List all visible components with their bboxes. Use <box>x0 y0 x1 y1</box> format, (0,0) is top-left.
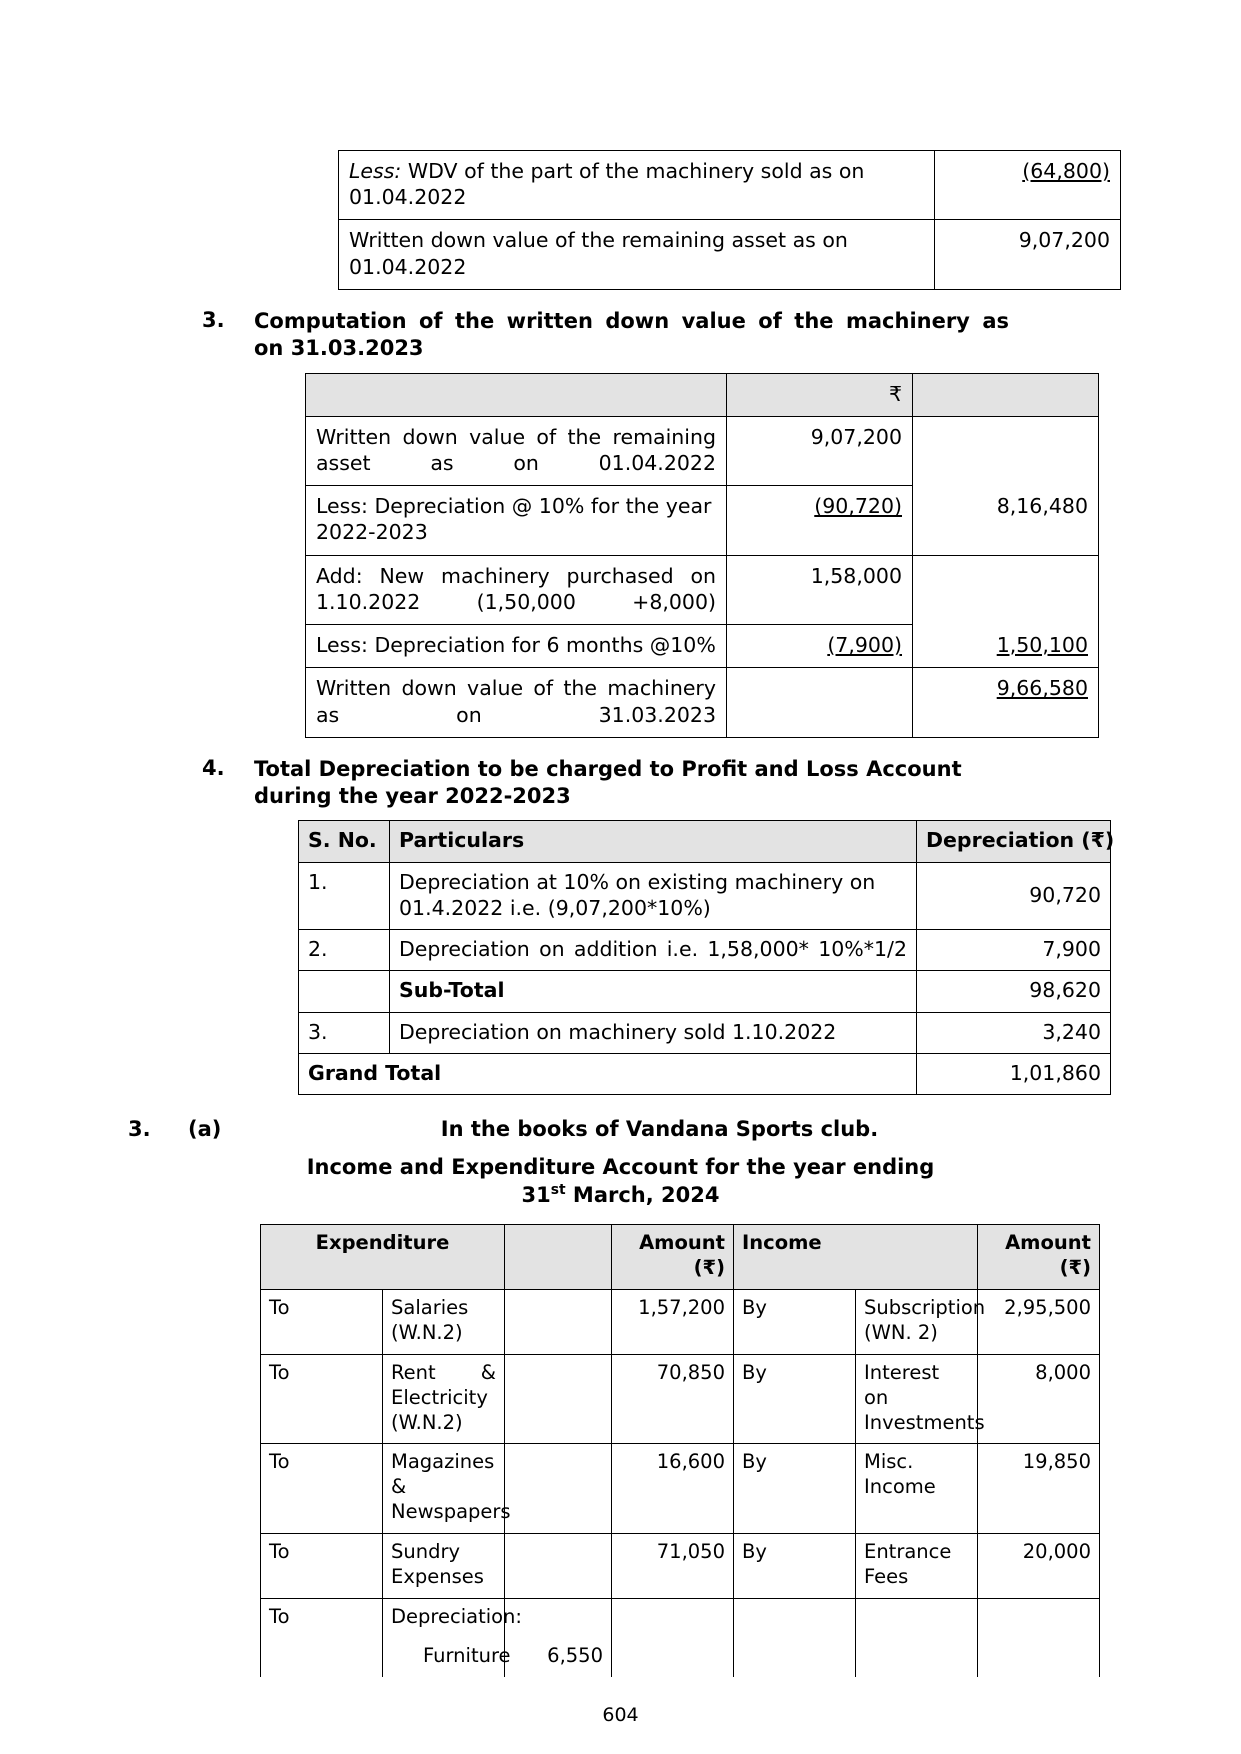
table-row <box>261 1534 1100 1599</box>
table-row <box>339 151 1121 220</box>
table-row <box>261 1599 1100 1638</box>
ie-header-amount-left-l1: Amount <box>639 1230 725 1254</box>
ie-row-3-exp-amount: 71,050 <box>612 1534 734 1599</box>
dep-row-3-particulars: Depreciation on machinery sold 1.10.2022 <box>390 1012 917 1053</box>
wdv-row-3-amt2: 1,50,100 <box>913 625 1099 668</box>
table-row <box>306 668 1099 737</box>
ie-row-1-exp-label-l2: (W.N.2) <box>391 1410 463 1434</box>
dep-header-depreciation: Depreciation (₹) <box>917 821 1111 862</box>
dep-row-3-amount: 3,240 <box>917 1012 1111 1053</box>
ie-row-2-inc-label: Misc. Income <box>856 1444 978 1534</box>
ie-row-3-exp-inner <box>505 1534 612 1599</box>
table-row <box>306 625 1099 668</box>
ie-title-line1-text: Income and Expenditure Account for the year ending <box>306 1155 935 1180</box>
ie-row-4-inc-prefix <box>734 1599 856 1638</box>
ie-row-5-exp-prefix <box>261 1638 383 1677</box>
ie-row-4-exp-amount <box>612 1599 734 1638</box>
section-3-title-line2: on 31.03.2023 <box>254 336 424 361</box>
wdv-remaining-label: Written down value of the remaining asset as on 01.04.2022 <box>339 220 935 289</box>
ie-row-4-exp-label: Depreciation: <box>383 1599 505 1638</box>
wdv-row-4-amt2: 9,66,580 <box>913 668 1099 737</box>
dep-row-2-amount: 98,620 <box>917 971 1111 1012</box>
ie-row-2-exp-amount: 16,600 <box>612 1444 734 1534</box>
ie-row-1-exp-amount: 70,850 <box>612 1354 734 1444</box>
wdv-sold-amount: (64,800) <box>935 151 1121 220</box>
ie-row-4-exp-prefix: To <box>261 1599 383 1638</box>
ie-header-blank <box>505 1224 612 1289</box>
table-row <box>261 1289 1100 1354</box>
ie-row-0-exp-inner <box>505 1289 612 1354</box>
ie-row-0-exp-amount: 1,57,200 <box>612 1289 734 1354</box>
ie-row-0-exp-prefix: To <box>261 1289 383 1354</box>
ie-row-3-inc-label: Entrance Fees <box>856 1534 978 1599</box>
ie-header-amount-left-l2: (₹) <box>693 1255 725 1279</box>
wdv-row-1-amt2: 8,16,480 <box>913 486 1099 555</box>
ie-header-income: Income <box>734 1224 978 1289</box>
wdv-remaining-amount: 9,07,200 <box>935 220 1121 289</box>
ie-row-5-exp-amount <box>612 1638 734 1677</box>
ie-row-3-exp-prefix: To <box>261 1534 383 1599</box>
table-row <box>306 416 1099 485</box>
table-row <box>299 862 1111 929</box>
ie-row-1-inc-amount: 8,000 <box>978 1354 1100 1444</box>
less-italic-label: Less: <box>349 159 402 183</box>
section-4-title <box>254 756 1009 811</box>
ie-header-amount-right-l1: Amount <box>1005 1230 1091 1254</box>
table-row <box>339 220 1121 289</box>
table-header-row <box>306 373 1099 416</box>
wdv-row-1-amt1: (90,720) <box>727 486 913 555</box>
section-4-heading <box>80 756 1161 811</box>
wdv-header-currency: ₹ <box>727 373 913 416</box>
ie-row-5-exp-inner: 6,550 <box>505 1638 612 1677</box>
dep-header-particulars: Particulars <box>390 821 917 862</box>
table-row <box>261 1638 1100 1677</box>
dep-row-0-particulars: Depreciation at 10% on existing machinery on 01.4.2022 i.e. (9,07,200*10%) <box>390 862 917 929</box>
question-3-heading: In the books of Vandana Sports club. <box>440 1117 879 1142</box>
dep-row-2-particulars: Sub-Total <box>390 971 917 1012</box>
ie-row-1-exp-label <box>383 1354 505 1444</box>
ie-row-2-exp-inner <box>505 1444 612 1534</box>
wdv-computation-table <box>305 373 1099 738</box>
ie-row-0-inc-prefix: By <box>734 1289 856 1354</box>
ie-header-amount-right-l2: (₹) <box>1059 1255 1091 1279</box>
ie-row-0-inc-amount: 2,95,500 <box>978 1289 1100 1354</box>
ie-row-2-inc-amount: 19,850 <box>978 1444 1100 1534</box>
ie-row-1-inc-label-l2: Investments <box>864 1410 985 1434</box>
ie-row-4-inc-label <box>856 1599 978 1638</box>
table-header-row <box>261 1224 1100 1289</box>
ie-row-2-inc-prefix: By <box>734 1444 856 1534</box>
wdv-part-table <box>338 150 1121 290</box>
wdv-row-2-amt1: 1,58,000 <box>727 555 913 624</box>
section-4-title-line2: during the year 2022-2023 <box>254 784 571 809</box>
ie-row-2-exp-label-l2: Newspapers <box>391 1500 511 1524</box>
table-header-row <box>299 821 1111 862</box>
ie-row-3-inc-prefix: By <box>734 1534 856 1599</box>
ie-row-0-exp-label: Salaries (W.N.2) <box>383 1289 505 1354</box>
table-row <box>299 930 1111 971</box>
ie-row-4-inc-amount <box>978 1599 1100 1638</box>
ie-row-5-inc-prefix <box>734 1638 856 1677</box>
ie-title-monthyear: March, 2024 <box>565 1183 720 1208</box>
dep-row-0-sno: 1. <box>299 862 390 929</box>
ie-row-5-exp-label: Furniture <box>383 1638 505 1677</box>
wdv-row-4-label: Written down value of the machinery as on 31.03.2023 <box>306 668 727 737</box>
ie-row-1-exp-inner <box>505 1354 612 1444</box>
wdv-row-2-amt2 <box>913 555 1099 624</box>
wdv-sold-text: WDV of the part of the machinery sold as on 01.04.2022 <box>349 159 865 210</box>
ie-row-1-inc-prefix: By <box>734 1354 856 1444</box>
wdv-row-3-label: Less: Depreciation for 6 months @10% <box>306 625 727 668</box>
dep-row-1-sno: 2. <box>299 930 390 971</box>
section-3-number: 3. <box>202 307 225 332</box>
dep-grand-total-amount: 1,01,860 <box>917 1053 1111 1094</box>
dep-row-3-sno: 3. <box>299 1012 390 1053</box>
section-4-number: 4. <box>202 755 225 780</box>
income-expenditure-table <box>260 1224 1100 1677</box>
wdv-sold-label <box>339 151 935 220</box>
table-row <box>261 1444 1100 1534</box>
ie-header-expenditure: Expenditure <box>261 1224 505 1289</box>
ie-row-0-inc-label: Subscription (WN. 2) <box>856 1289 978 1354</box>
page-number: 604 <box>602 1704 639 1726</box>
dep-row-2-sno <box>299 971 390 1012</box>
depreciation-summary-table <box>298 820 1115 1095</box>
wdv-row-4-amt1 <box>727 668 913 737</box>
section-4-title-line1: Total Depreciation to be charged to Profit and Loss Account <box>254 756 962 781</box>
ie-header-amount-left <box>612 1224 734 1289</box>
table-total-row <box>299 1053 1111 1094</box>
wdv-header-blank2 <box>913 373 1099 416</box>
wdv-row-0-amt1: 9,07,200 <box>727 416 913 485</box>
table-row <box>299 1012 1111 1053</box>
ie-row-2-exp-prefix: To <box>261 1444 383 1534</box>
ie-row-3-inc-amount: 20,000 <box>978 1534 1100 1599</box>
ie-row-1-exp-prefix: To <box>261 1354 383 1444</box>
ie-row-1-exp-label-l1: Rent & Electricity <box>391 1360 496 1409</box>
ie-row-1-inc-label-l1: Interest on <box>864 1360 940 1409</box>
dep-header-sno: S. No. <box>299 821 390 862</box>
wdv-header-blank <box>306 373 727 416</box>
section-3-title-line1: Computation of the written down value of the machinery as <box>254 308 1009 333</box>
ie-row-5-inc-label <box>856 1638 978 1677</box>
ie-row-5-inc-amount <box>978 1638 1100 1677</box>
dep-row-1-particulars: Depreciation on addition i.e. 1,58,000* 10%*1/2 <box>390 930 917 971</box>
question-3-subpart: (a) <box>188 1117 222 1142</box>
ie-title-day: 31 <box>521 1183 551 1208</box>
wdv-row-0-amt2 <box>913 416 1099 485</box>
question-3-number: 3. <box>128 1117 151 1142</box>
table-row <box>261 1354 1100 1444</box>
ie-row-2-exp-label-l1: Magazines & <box>391 1450 495 1499</box>
ie-title-line1 <box>240 1153 1001 1181</box>
income-expenditure-title <box>80 1153 1161 1210</box>
ie-header-amount-right <box>978 1224 1100 1289</box>
dep-row-0-amount: 90,720 <box>917 862 1111 929</box>
section-3-title <box>254 308 1009 363</box>
ie-row-1-inc-label <box>856 1354 985 1444</box>
section-3-heading <box>80 308 1161 363</box>
table-row <box>299 971 1111 1012</box>
ie-title-ordinal: st <box>550 1182 566 1199</box>
ie-row-2-exp-label <box>383 1444 511 1534</box>
wdv-row-2-label: Add: New machinery purchased on 1.10.2022 (1,50,000 +8,000) <box>306 555 727 624</box>
dep-row-1-amount: 7,900 <box>917 930 1111 971</box>
wdv-row-3-amt1: (7,900) <box>727 625 913 668</box>
table-row <box>306 555 1099 624</box>
question-3a-row <box>80 1117 1161 1141</box>
ie-title-line2 <box>240 1181 1001 1209</box>
table-row <box>306 486 1099 555</box>
dep-grand-total-label: Grand Total <box>299 1053 917 1094</box>
wdv-row-0-label: Written down value of the remaining asset as on 01.04.2022 <box>306 416 727 485</box>
wdv-row-1-label: Less: Depreciation @ 10% for the year 2022-2023 <box>306 486 727 555</box>
ie-row-3-exp-label: Sundry Expenses <box>383 1534 505 1599</box>
